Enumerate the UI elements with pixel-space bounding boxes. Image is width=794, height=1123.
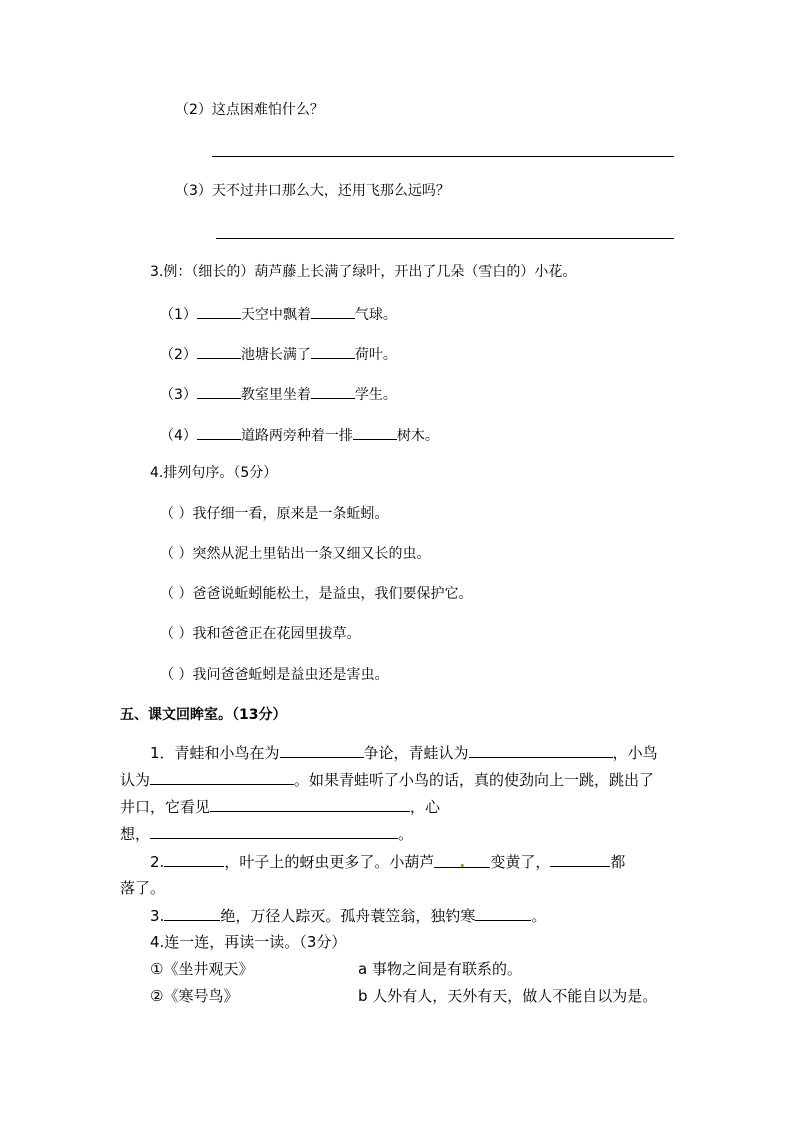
order-item[interactable]: （ ）我和爸爸正在花园里拔草。 (160, 626, 361, 642)
order-item[interactable]: （ ）爸爸说蚯蚓能松土，是益虫，我们要保护它。 (160, 586, 473, 602)
match-right-b[interactable]: b 人外有人，天外有天，做人不能自以为是。 (358, 987, 658, 1005)
blank[interactable] (210, 795, 410, 812)
order-item[interactable]: （ ）突然从泥土里钻出一条又细又长的虫。 (160, 546, 431, 562)
blank[interactable] (197, 382, 241, 399)
question-3-example: 3.例：（细长的）葫芦藤上长满了绿叶，开出了几朵（雪白的）小花。 (150, 264, 577, 280)
fill-item: （2） 池塘长满了 荷叶。 (160, 342, 397, 365)
blank[interactable] (164, 850, 224, 867)
blank[interactable] (150, 822, 398, 839)
question-2-2: （2）这点困难怕什么？ (175, 102, 324, 118)
answer-line[interactable] (216, 238, 674, 239)
recall-2-line1: 2. ，叶子上的蚜虫更多了。小葫芦 . 变黄了， 都 (150, 850, 625, 873)
order-item[interactable]: （ ）我问爸爸蚯蚓是益虫还是害虫。 (160, 667, 389, 683)
fill-item: （3） 教室里坐着 学生。 (160, 382, 397, 405)
fill-item: （4） 道路两旁种着一排 树木。 (160, 423, 439, 446)
blank[interactable] (197, 423, 241, 440)
blank[interactable] (353, 423, 397, 440)
fill-item: （1） 天空中飘着 气球。 (160, 302, 397, 325)
section-5-title: 五、课文回眸室。（13分） (120, 707, 287, 723)
recall-3: 3. 绝，万径人踪灭。孤舟蓑笠翁，独钓寒 。 (150, 904, 546, 927)
recall-1-line3: 井口，它看见 ，心 (120, 795, 440, 818)
blank[interactable] (197, 342, 241, 359)
match-left-2[interactable]: ②《寒号鸟》 (150, 987, 239, 1005)
recall-1-line4: 想， 。 (120, 822, 413, 845)
order-item[interactable]: （ ）我仔细一看，原来是一条蚯蚓。 (160, 506, 389, 522)
blank[interactable] (550, 850, 610, 867)
blank[interactable]: . (434, 851, 490, 868)
blank[interactable] (197, 302, 241, 319)
question-4-title: 4.排列句序。（5分） (150, 465, 278, 481)
blank[interactable] (150, 768, 294, 785)
recall-4-title: 4.连一连，再读一读。（3分） (150, 933, 347, 951)
recall-1-line1: 1．青蛙和小鸟在为 争论，青蛙认为 ，小鸟 (150, 741, 658, 764)
match-left-1[interactable]: ①《坐井观天》 (150, 960, 254, 978)
recall-1-line2: 认为 。如果青蛙听了小鸟的话，真的使劲向上一跳，跳出了 (120, 768, 654, 791)
blank[interactable] (280, 741, 364, 758)
blank[interactable] (311, 302, 355, 319)
blank[interactable] (469, 741, 613, 758)
answer-line[interactable] (212, 156, 674, 157)
blank[interactable] (164, 904, 220, 921)
blank[interactable] (311, 342, 355, 359)
blank[interactable] (311, 382, 355, 399)
question-2-3: （3）天不过井口那么大，还用飞那么远吗？ (175, 183, 450, 199)
recall-2-line2: 落了。 (120, 879, 166, 897)
match-right-a[interactable]: a 事物之间是有联系的。 (358, 960, 522, 978)
blank[interactable] (475, 904, 531, 921)
